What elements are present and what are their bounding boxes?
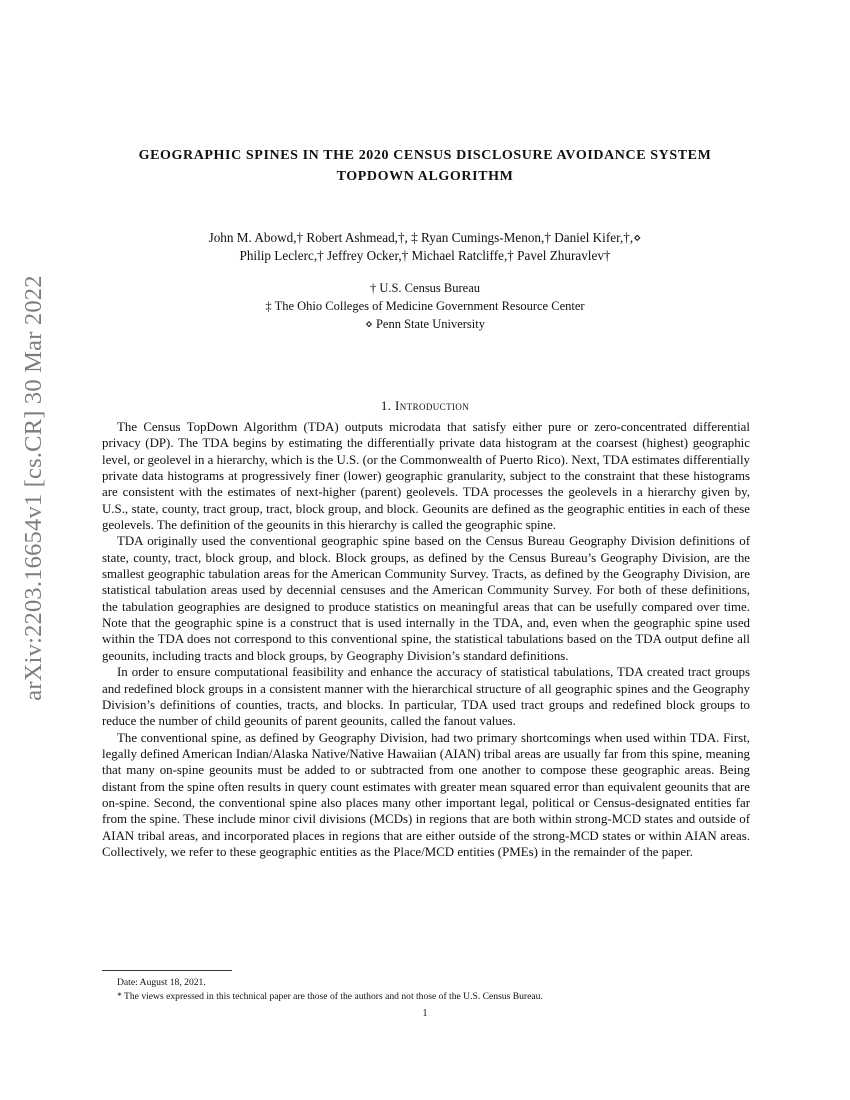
section-title: Introduction	[395, 398, 470, 413]
arxiv-stamp	[0, 0, 60, 1100]
section-heading	[90, 398, 760, 414]
footnote-divider	[102, 970, 232, 971]
footnote-disclaimer: * The views expressed in this technical paper are those of the authors and not those of the U.S. Census Bureau.	[117, 991, 543, 1002]
affiliation-item: ‡ The Ohio Colleges of Medicine Government Resource Center	[265, 299, 585, 313]
author-line: John M. Abowd,† Robert Ashmead,†, ‡ Ryan Cumings-Menon,† Daniel Kifer,†,⋄	[208, 230, 642, 245]
section-number: 1.	[380, 398, 392, 413]
body-text	[102, 419, 750, 860]
affiliation-item: † U.S. Census Bureau	[369, 281, 481, 295]
arxiv-stamp-text: arXiv:2203.16654v1 [cs.CR] 30 Mar 2022	[20, 275, 47, 701]
body-paragraph: The conventional spine, as defined by Geography Division, had two primary shortcomings when used within TDA. First, legally defined American Indian/Alaska Native/Native Hawaiian (AIAN) tribal areas are usually far from this spine, meaning that many on-spine geounits must be added to or subtracted from one another to compose these geographic areas. Being distant from the spine often results in query count estimates with greater mean squared error than equivalent geounits that are on-spine. Second, the conventional spine also places many other important legal, political or Census-designated entities far from the spine. These include minor civil divisions (MCDs) in regions that are both within strong-MCD states and outside of AIAN tribal areas, and incorporated places in regions that are either outside of the strong-MCD states or within AIAN areas. Collectively, we refer to these geographic entities as the Place/MCD entities (PMEs) in the remainder of the paper.	[102, 730, 750, 859]
page-number: 1	[422, 1008, 428, 1019]
author-list	[90, 229, 760, 265]
affiliation-list	[90, 279, 760, 333]
title-line: GEOGRAPHIC SPINES IN THE 2020 CENSUS DISCLOSURE AVOIDANCE SYSTEM	[138, 148, 712, 163]
paper-title	[90, 145, 760, 187]
body-paragraph: The Census TopDown Algorithm (TDA) outputs microdata that satisfy either pure or zero-concentrated differential privacy (DP). The TDA begins by estimating the differentially private data histogram at the coarsest (highest) geographic level, or geolevel in a hierarchy, which is the U.S. (or the Commonwealth of Puerto Rico). Next, TDA estimates differentially private data histograms at progressively finer (lower) geographic granularity, subject to the constraint that these histograms are consistent with the estimates of next-higher (parent) geolevels. TDA processes the geolevels in a hierarchy given by, U.S., state, county, tract group, tract, block group, and block. Geounits are defined as the geographic entities in each of these geolevels. The definition of the geounits in this hierarchy is called the geographic spine.	[102, 420, 750, 533]
title-line: TOPDOWN ALGORITHM	[336, 169, 514, 184]
body-paragraph: TDA originally used the conventional geographic spine based on the Census Bureau Geography Division definitions of state, county, tract, block group, and block. Block groups, as defined by the Census Bureau’s Geography Division, are the smallest geographic tabulation areas for the American Community Survey. Tracts, as defined by the Geography Division, are statistical tabulation areas used by decennial censuses and the American Community Survey. For both of these definitions, the tabulation geographies are designed to produce statistics on meaningful areas that can be usefully compared over time. Note that the geographic spine is a construct that is used internally in the TDA, and, even when the geographic spine used within the TDA does not correspond to this conventional spine, the statistical tabulations based on the TDA output define all geounits, including tracts and block groups, by Geography Division’s standard definitions.	[102, 534, 750, 663]
body-paragraph: In order to ensure computational feasibility and enhance the accuracy of statistical tabulations, TDA created tract groups and redefined block groups in a consistent manner with the hierarchical structure of all geographic spines and the Geography Division’s definitions of counties, tracts, and blocks. In particular, TDA used tract groups and redefined block groups to reduce the number of child geounits of parent geounits, called the fanout values.	[102, 665, 750, 729]
author-line: Philip Leclerc,† Jeffrey Ocker,† Michael Ratcliffe,† Pavel Zhuravlev†	[239, 248, 611, 263]
footnotes	[102, 976, 750, 1004]
footnote-date: Date: August 18, 2021.	[117, 977, 206, 988]
affiliation-item: ⋄ Penn State University	[365, 317, 485, 331]
